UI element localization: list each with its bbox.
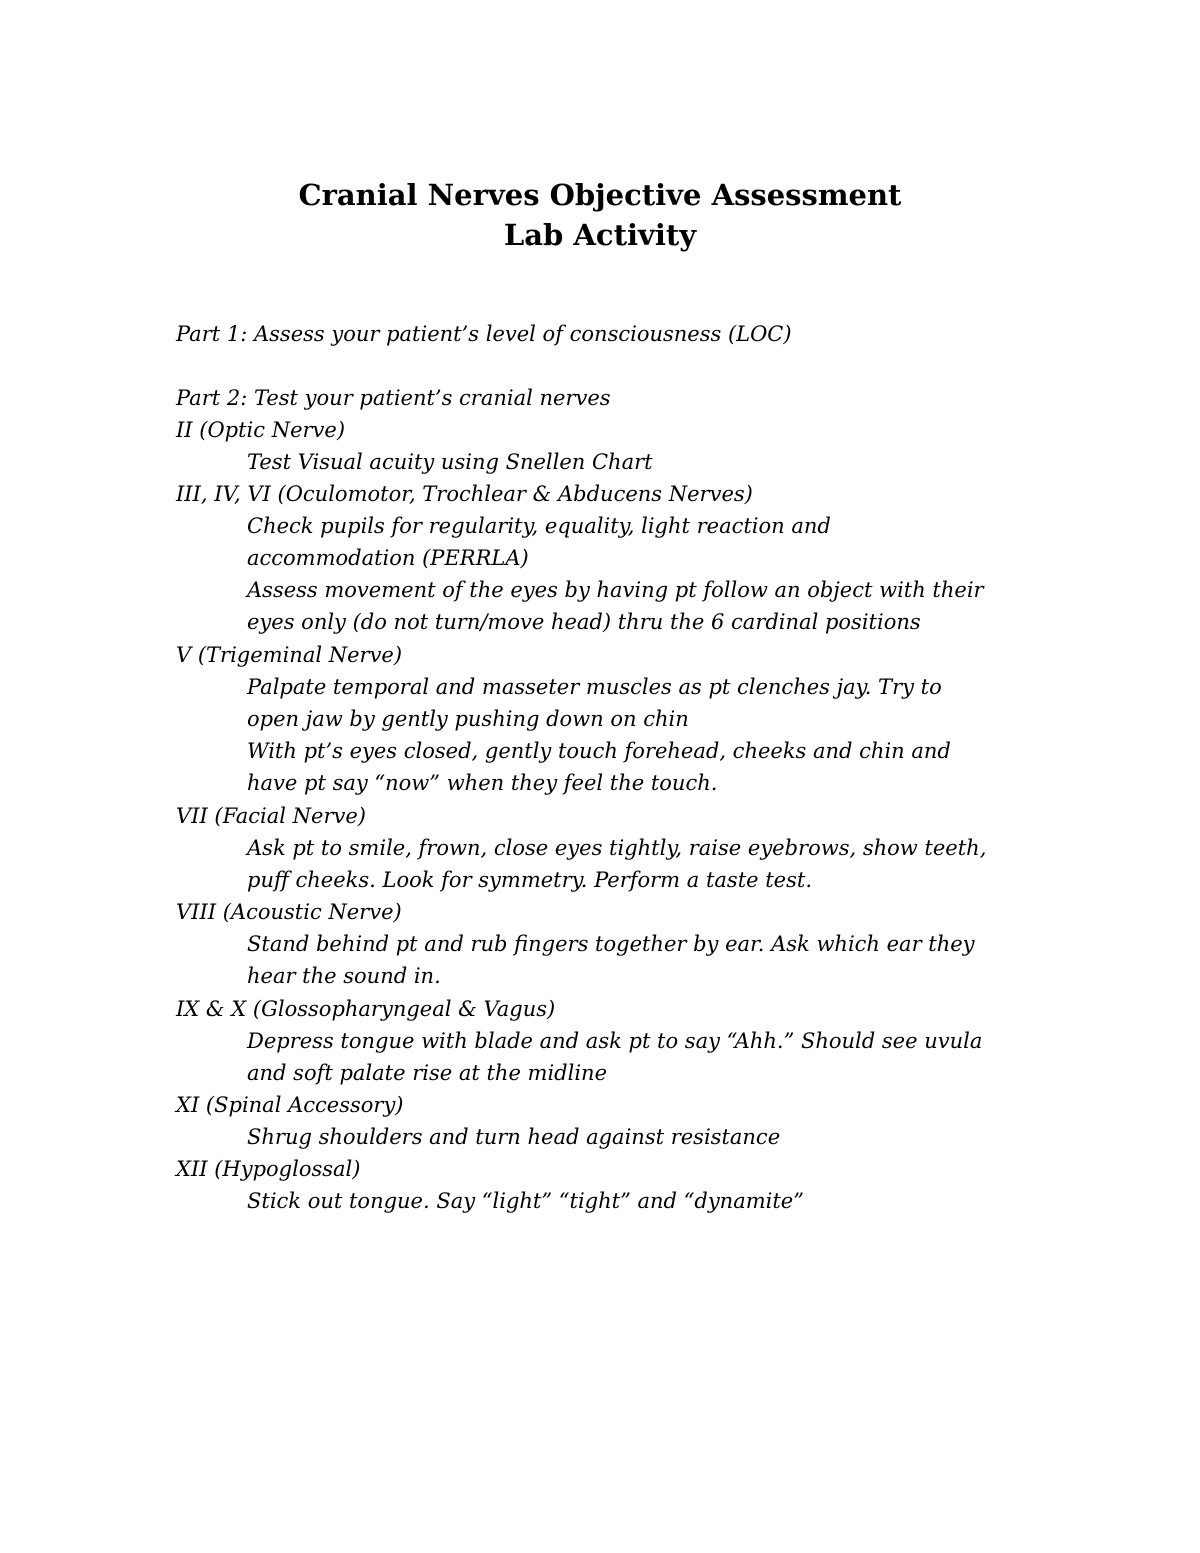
nerve-heading: III, IV, VI (Oculomotor, Trochlear & Abducens Nerves) <box>176 482 753 506</box>
nerve-instruction: Shrug shoulders and turn head against resistance <box>247 1125 781 1149</box>
nerve-instruction: Stick out tongue. Say “light” “tight” and “dynamite” <box>247 1189 804 1213</box>
nerve-instruction: Check pupils for regularity, equality, light reaction and <box>247 514 831 538</box>
nerve-heading: IX & X (Glossopharyngeal & Vagus) <box>176 997 556 1021</box>
nerve-instruction: eyes only (do not turn/move head) thru the 6 cardinal positions <box>247 610 921 634</box>
nerve-instruction: Ask pt to smile, frown, close eyes tightly, raise eyebrows, show teeth, <box>247 836 987 860</box>
nerve-instruction: Assess movement of the eyes by having pt follow an object with their <box>247 578 984 602</box>
nerve-instruction: open jaw by gently pushing down on chin <box>247 707 689 731</box>
nerve-heading: V (Trigeminal Nerve) <box>176 643 403 667</box>
nerve-heading: II (Optic Nerve) <box>176 418 346 442</box>
nerve-instruction: With pt’s eyes closed, gently touch forehead, cheeks and chin and <box>247 739 951 763</box>
nerve-instruction: have pt say “now” when they feel the touch. <box>247 771 718 795</box>
nerve-instruction: Test Visual acuity using Snellen Chart <box>247 450 653 474</box>
part-1-instruction: Part 1: Assess your patient’s level of consciousness (LOC) <box>176 322 792 346</box>
nerve-instruction: accommodation (PERRLA) <box>247 546 529 570</box>
nerve-heading: VIII (Acoustic Nerve) <box>176 900 402 924</box>
nerve-heading: XI (Spinal Accessory) <box>176 1093 404 1117</box>
nerve-heading: XII (Hypoglossal) <box>176 1157 361 1181</box>
nerve-instruction: hear the sound in. <box>247 964 441 988</box>
nerve-instruction: Stand behind pt and rub fingers together by ear. Ask which ear they <box>247 932 975 956</box>
nerve-instruction: puff cheeks. Look for symmetry. Perform a taste test. <box>247 868 813 892</box>
nerve-heading: VII (Facial Nerve) <box>176 804 367 828</box>
nerve-instruction: Depress tongue with blade and ask pt to say “Ahh.” Should see uvula <box>247 1029 983 1053</box>
part-2-instruction: Part 2: Test your patient’s cranial nerves <box>176 386 611 410</box>
nerve-instruction: and soft palate rise at the midline <box>247 1061 608 1085</box>
document-subtitle: Lab Activity <box>503 218 697 252</box>
document-title: Cranial Nerves Objective Assessment <box>298 178 902 212</box>
nerve-instruction: Palpate temporal and masseter muscles as pt clenches jay. Try to <box>247 675 942 699</box>
